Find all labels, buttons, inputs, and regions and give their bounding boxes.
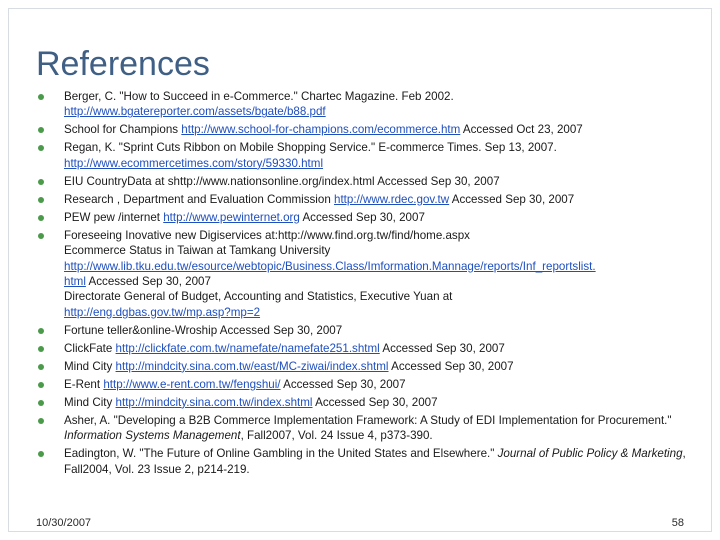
reference-text: EIU CountryData at shttp://www.nationsonline.org/index.html Accessed Sep 30, 2007 [64,174,500,188]
bullet-icon [38,364,44,370]
reference-item [32,341,692,356]
reference-link[interactable]: http://mindcity.sina.com.tw/east/MC-ziwai/index.shtml [115,359,389,373]
reference-accessed: Accessed Sep 30, 2007 [379,341,505,355]
reference-accessed: Accessed Sep 30, 2007 [85,275,211,289]
reference-accessed: Accessed Sep 30, 2007 [388,359,514,373]
reference-link[interactable]: http://www.e-rent.com.tw/fengshui/ [103,377,281,391]
reference-link[interactable]: http://www.school-for-champions.com/ecommerce.htm [181,123,461,137]
journal-title: Information Systems Management [64,429,241,443]
reference-link[interactable]: html [64,275,86,289]
reference-text: Foreseeing Inovative new Digiservices at:http://www.find.org.tw/find/home.aspx [64,228,470,242]
reference-text: Berger, C. "How to Succeed in e-Commerce." Chartec Magazine. Feb 2002. [64,90,454,103]
reference-item [32,323,692,338]
reference-accessed: Accessed Oct 23, 2007 [460,123,583,137]
reference-text: E-Rent [64,377,104,391]
reference-link[interactable]: http://www.lib.tku.edu.tw/esource/webtopic/Business.Class/Imformation.Mannage/reports/Inf_reportslist. [64,259,596,273]
reference-link[interactable]: http://www.bgatereporter.com/assets/bgate/b88.pdf [64,105,326,119]
reference-item [32,89,692,120]
bullet-icon [38,346,44,352]
bullet-icon [38,215,44,221]
reference-accessed: Accessed Sep 30, 2007 [449,192,575,206]
bullet-icon [38,179,44,185]
bullet-icon [38,328,44,334]
reference-text: , Fall2007, Vol. 24 Issue 4, p373-390. [240,429,433,443]
bullet-icon [38,145,44,151]
journal-title: Journal of Public Policy & Marketing [497,447,683,461]
reference-link[interactable]: http://www.ecommercetimes.com/story/59330.html [64,156,324,170]
references-list [32,89,692,480]
reference-item [32,228,692,320]
reference-item [32,192,692,207]
reference-text: Mind City [64,359,116,373]
reference-text: Eadington, W. "The Future of Online Gambling in the United States and Elsewhere." [64,447,498,461]
bullet-icon [38,400,44,406]
reference-item [32,446,692,477]
reference-text: Ecommerce Status in Taiwan at Tamkang University [64,244,331,258]
reference-accessed: Accessed Sep 30, 2007 [312,395,438,409]
footer-date: 10/30/2007 [36,517,92,529]
reference-text: Research , Department and Evaluation Commission [64,192,335,206]
reference-text: Mind City [64,395,116,409]
reference-item [32,174,692,189]
bullet-icon [38,127,44,133]
reference-item [32,210,692,225]
reference-link[interactable]: http://mindcity.sina.com.tw/index.shtml [115,395,313,409]
bullet-icon [38,451,44,457]
reference-item [32,140,692,171]
reference-item [32,377,692,392]
bullet-icon [38,382,44,388]
bullet-icon [38,233,44,239]
bullet-icon [38,94,44,100]
reference-link[interactable]: http://clickfate.com.tw/namefate/namefate251.shtml [115,341,380,355]
reference-text: PEW pew /internet [64,210,164,224]
reference-item [32,122,692,137]
reference-item [32,413,692,444]
reference-accessed: Accessed Sep 30, 2007 [299,210,425,224]
bullet-icon [38,418,44,424]
reference-link[interactable]: http://eng.dgbas.gov.tw/mp.asp?mp=2 [64,305,261,319]
reference-item [32,359,692,374]
slide-title: References [36,45,210,83]
bullet-icon [38,197,44,203]
reference-text: Asher, A. "Developing a B2B Commerce Implementation Framework: A Study of EDI Implementation for Procurement." [64,413,672,427]
reference-text: Fortune teller&online-Wroship Accessed Sep 30, 2007 [64,323,343,337]
reference-text: , Fall2004, Vol. 23 Issue 2, p214-219. [64,447,686,476]
reference-text: School for Champions [64,123,182,137]
reference-item [32,395,692,410]
reference-accessed: Accessed Sep 30, 2007 [280,377,406,391]
reference-link[interactable]: http://www.rdec.gov.tw [334,192,450,206]
reference-link[interactable]: http://www.pewinternet.org [163,210,300,224]
reference-text: ClickFate [64,341,116,355]
page-number: 58 [671,517,684,529]
reference-text: Directorate General of Budget, Accounting and Statistics, Executive Yuan at [64,290,453,304]
reference-text: Regan, K. "Sprint Cuts Ribbon on Mobile Shopping Service." E-commerce Times. Sep 13, 2007. [64,141,557,155]
